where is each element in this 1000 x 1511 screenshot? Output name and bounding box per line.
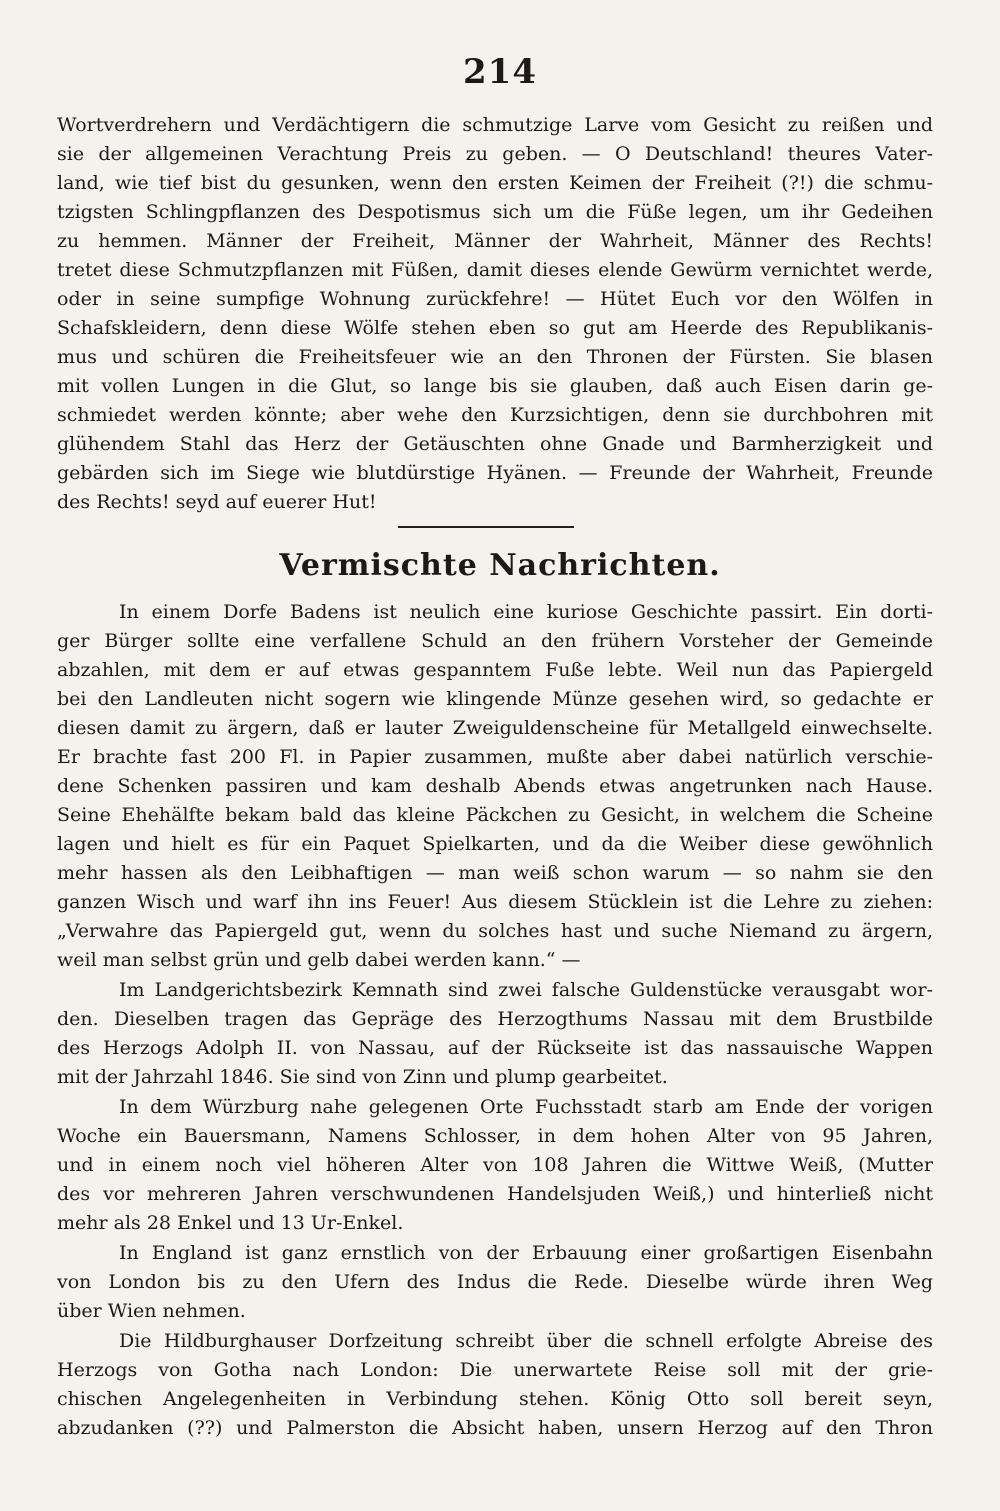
text-line: glühendem Stahl das Herz der Getäuschten ohne Gnade und Barmherzigkeit und: [57, 433, 933, 455]
text-line: des Rechts! seyd auf euerer Hut!: [57, 491, 377, 513]
text-line: und in einem noch viel höheren Alter von 108 Jahren die Wittwe Weiß, (Mutter: [57, 1154, 933, 1176]
text-line: tretet diese Schmutzpflanzen mit Füßen, damit dieses elende Gewürm vernichtet werde,: [57, 259, 933, 281]
text-line: von London bis zu den Ufern des Indus die Rede. Dieselbe würde ihren Weg: [57, 1271, 933, 1293]
text-line: ganzen Wisch und warf ihn ins Feuer! Aus diesem Stücklein ist die Lehre zu ziehen:: [57, 891, 933, 913]
text-line: land, wie tief bist du gesunken, wenn den ersten Keimen der Freiheit (?!) die schmu-: [57, 172, 933, 194]
text-line: Schafskleidern, denn diese Wölfe stehen eben so gut am Heerde des Republikanis-: [57, 317, 933, 339]
text-line: weil man selbst grün und gelb dabei werden kann.“ —: [57, 949, 581, 971]
text-line: gebärden sich im Siege wie blutdürstige Hyänen. — Freunde der Wahrheit, Freunde: [57, 462, 933, 484]
text-line: dene Schenken passiren und kam deshalb Abends etwas angetrunken nach Hause.: [57, 775, 933, 797]
text-line: über Wien nehmen.: [57, 1300, 246, 1322]
text-line: Im Landgerichtsbezirk Kemnath sind zwei falsche Guldenstücke verausgabt wor-: [119, 979, 933, 1001]
text-line: mus und schüren die Freiheitsfeuer wie an den Thronen der Fürsten. Sie blasen: [57, 346, 933, 368]
text-line: oder in seine sumpfige Wohnung zurückfehre! — Hütet Euch vor den Wölfen in: [57, 288, 933, 310]
text-line: mit vollen Lungen in die Glut, so lange bis sie glauben, daß auch Eisen darin ge-: [57, 375, 933, 397]
text-line: mehr als 28 Enkel und 13 Ur-Enkel.: [57, 1212, 404, 1234]
text-line: In dem Würzburg nahe gelegenen Orte Fuchsstadt starb am Ende der vorigen: [119, 1096, 933, 1118]
text-line: Seine Ehehälfte bekam bald das kleine Päckchen zu Gesicht, in welchem die Scheine: [57, 804, 933, 826]
text-line: des Herzogs Adolph II. von Nassau, auf der Rückseite ist das nassauische Wappen: [57, 1037, 933, 1059]
text-line: schmiedet werden könnte; aber wehe den Kurzsichtigen, denn sie durchbohren mit: [57, 404, 933, 426]
text-line: In einem Dorfe Badens ist neulich eine kuriose Geschichte passirt. Ein dorti-: [119, 601, 933, 623]
text-line: Herzogs von Gotha nach London: Die unerwartete Reise soll mit der grie-: [57, 1359, 933, 1381]
text-line: mehr hassen als den Leibhaftigen — man weiß schon warum — so nahm sie den: [57, 862, 933, 884]
text-line: sie der allgemeinen Verachtung Preis zu geben. — O Deutschland! theures Vater-: [57, 143, 933, 165]
text-line: abzahlen, mit dem er auf etwas gespanntem Fuße lebte. Weil nun das Papiergeld: [57, 659, 933, 681]
text-line: den. Dieselben tragen das Gepräge des Herzogthums Nassau mit dem Brustbilde: [57, 1008, 933, 1030]
text-line: ger Bürger sollte eine verfallene Schuld an den frühern Vorsteher der Gemeinde: [57, 630, 933, 652]
text-line: tzigsten Schlingpflanzen des Despotismus sich um die Füße legen, um ihr Gedeihen: [57, 201, 933, 223]
text-line: In England ist ganz ernstlich von der Erbauung einer großartigen Eisenbahn: [119, 1242, 933, 1264]
text-line: lagen und hielt es für ein Paquet Spielkarten, und da die Weiber diese gewöhnlich: [57, 833, 933, 855]
text-line: Die Hildburghauser Dorfzeitung schreibt über die schnell erfolgte Abreise des: [119, 1330, 933, 1352]
text-line: mit der Jahrzahl 1846. Sie sind von Zinn und plump gearbeitet.: [57, 1066, 668, 1088]
text-line: diesen damit zu ärgern, daß er lauter Zweiguldenscheine für Metallgeld einwechselte.: [57, 717, 933, 739]
text-line: des vor mehreren Jahren verschwundenen Handelsjuden Weiß,) und hinterließ nicht: [57, 1183, 933, 1205]
section-title: Vermischte Nachrichten.: [279, 548, 721, 583]
text-line: Er brachte fast 200 Fl. in Papier zusammen, mußte aber dabei natürlich verschie-: [57, 746, 933, 768]
text-line: chischen Angelegenheiten in Verbindung stehen. König Otto soll bereit seyn,: [57, 1388, 933, 1410]
text-line: abzudanken (??) und Palmerston die Absicht haben, unsern Herzog auf den Thron: [57, 1417, 933, 1439]
section-divider: [398, 526, 574, 528]
text-line: zu hemmen. Männer der Freiheit, Männer der Wahrheit, Männer des Rechts!: [57, 230, 933, 252]
text-line: Wortverdrehern und Verdächtigern die schmutzige Larve vom Gesicht zu reißen und: [57, 114, 933, 136]
text-line: bei den Landleuten nicht sogern wie klingende Münze gesehen wird, so gedachte er: [57, 688, 933, 710]
text-line: „Verwahre das Papiergeld gut, wenn du solches hast und suche Niemand zu ärgern,: [57, 920, 933, 942]
page-number: 214: [463, 52, 537, 92]
text-line: Woche ein Bauersmann, Namens Schlosser, in dem hohen Alter von 95 Jahren,: [57, 1125, 933, 1147]
